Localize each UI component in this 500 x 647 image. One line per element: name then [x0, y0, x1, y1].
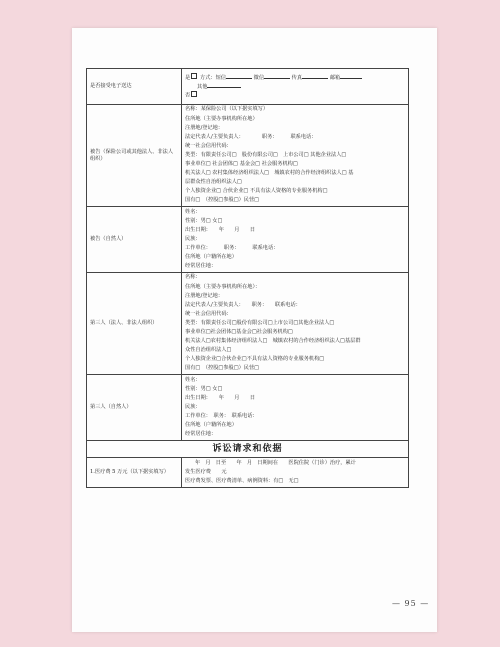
sms-blank[interactable] — [226, 73, 252, 79]
field-line: 姓名： — [185, 208, 201, 215]
field-line: 事业单位□ 社会团体□ 基金会□ 社会服务机构□ — [185, 161, 298, 168]
field-line: 个人独资企业□ 合伙企业□ 不具有法人资格的专业服务机构□ — [185, 188, 328, 195]
field-line: 层群众性自治组织法人□ — [185, 179, 242, 186]
defendant-person-fields — [182, 207, 409, 273]
third-party-person-fields — [182, 375, 409, 441]
field-line: 住所地（户籍所在地） — [185, 254, 237, 261]
field-line: 国有□ （控股□参股□）民营□ — [185, 197, 260, 204]
other-blank[interactable] — [207, 82, 241, 88]
no-option: 否 — [185, 92, 191, 99]
defendant-person-label: 被告（自然人） — [87, 207, 182, 273]
field-line: 国有□ （控股□参股□）民营□ — [185, 365, 260, 372]
complaint-form-table — [86, 68, 409, 488]
wechat-label: 微信 — [253, 74, 265, 81]
field-line: 工作单位： 职务： 联系电话： — [185, 245, 279, 252]
field-line: 经常居住地： — [185, 431, 217, 438]
field-line: 机关法人□农村集体经济组织法人□ 城镇农村的合作经济组织法人□基层群 — [185, 338, 361, 345]
third-party-org-label: 第三人（法人、非法人组织） — [87, 273, 182, 375]
field-line: 法定代表人/主要负责人： 职务： 联系电话： — [185, 133, 317, 140]
document-page — [72, 28, 437, 632]
field-line: 统一社会信用代码： — [185, 142, 232, 149]
field-line: 名称：某保险公司（以下据实填写） — [185, 106, 269, 113]
field-line: 事业单位□社会团体□基金会□社会服务机构□ — [185, 329, 293, 336]
wechat-blank[interactable] — [264, 73, 290, 79]
field-line: 工作单位： 职务： 联系电话： — [185, 413, 258, 420]
yes-option: 是 — [185, 74, 191, 81]
medical-expense-fields — [182, 458, 409, 488]
fax-blank[interactable] — [302, 73, 328, 79]
defendant-org-row — [87, 105, 409, 207]
electronic-service-label: 是否接受电子送达 — [87, 69, 182, 105]
checkbox[interactable] — [191, 73, 197, 79]
medical-expense-label: 1.医疗费 5 万元（以下据实填写） — [87, 458, 182, 488]
field-line: 类型：有限责任公司□ 股份有限公司□ 上市公司□ 其他企业法人□ — [185, 151, 347, 158]
third-party-person-label: 第三人（自然人） — [87, 375, 182, 441]
field-line: 机关法人□ 农村集体经济组织法人□ 城镇农村的合作经济组织法人□ 基 — [185, 170, 354, 177]
page-number: — 95 — — [392, 599, 430, 608]
field-line: 名称： — [185, 274, 201, 281]
field-line: 住所地（主要办事机构所在地）： — [185, 283, 261, 290]
method-sms-label: 方式：短信 — [200, 74, 226, 81]
field-line: 出生日期： 年 月 日 — [185, 394, 256, 401]
checkbox[interactable] — [191, 91, 197, 97]
section-heading-row — [87, 441, 409, 458]
defendant-org-label: 被告（保险公司或其他法人、非法人组织） — [87, 105, 182, 207]
field-line: 发生医疗费 元 — [185, 468, 227, 475]
field-line: 住所地（户籍所在地） — [185, 422, 237, 429]
third-party-org-fields — [182, 273, 409, 375]
electronic-service-row — [87, 69, 409, 105]
field-line: 姓名： — [185, 376, 201, 383]
field-line: 统一社会信用代码： — [185, 310, 232, 317]
field-line: 医疗费发票、医疗费清单、病例资料：有□ 无□ — [185, 478, 299, 485]
field-line: 性别：男□ 女□ — [185, 217, 223, 224]
field-line: 民族： — [185, 235, 201, 242]
field-line: 年 月 日至 年 月 日期间在 医院住院（门诊）治疗，累计 — [195, 459, 356, 466]
field-line: 经常居住地： — [185, 263, 217, 270]
field-line: 注册地/登记地： — [185, 124, 224, 131]
field-line: 法定代表人/主要负责人： 职务： 联系电话： — [185, 301, 301, 308]
field-line: 注册地/登记地： — [185, 292, 224, 299]
field-line: 出生日期： 年 月 日 — [185, 226, 256, 233]
field-line: 住所地（主要办事机构所在地） — [185, 115, 258, 122]
other-label: 其他 — [197, 83, 208, 90]
field-line: 个人独资企业□合伙企业□不具有法人资格的专业服务机构□ — [185, 356, 325, 363]
defendant-org-fields — [182, 105, 409, 207]
field-line: 民族： — [185, 403, 201, 410]
email-blank[interactable] — [340, 73, 362, 79]
field-line: 众性自治组织法人□ — [185, 347, 232, 354]
field-line: 类型：有限责任公司□股份有限公司□上市公司□其他企业法人□ — [185, 319, 335, 326]
email-label: 邮箱 — [329, 74, 341, 81]
third-party-org-row — [87, 273, 409, 375]
field-line: 性别：男□ 女□ — [185, 385, 223, 392]
section-title: 诉讼请求和依据 — [87, 441, 409, 458]
defendant-person-row — [87, 207, 409, 273]
fax-label: 传真 — [291, 74, 303, 81]
third-party-person-row — [87, 375, 409, 441]
medical-expense-row — [87, 458, 409, 488]
electronic-service-value — [182, 69, 409, 105]
